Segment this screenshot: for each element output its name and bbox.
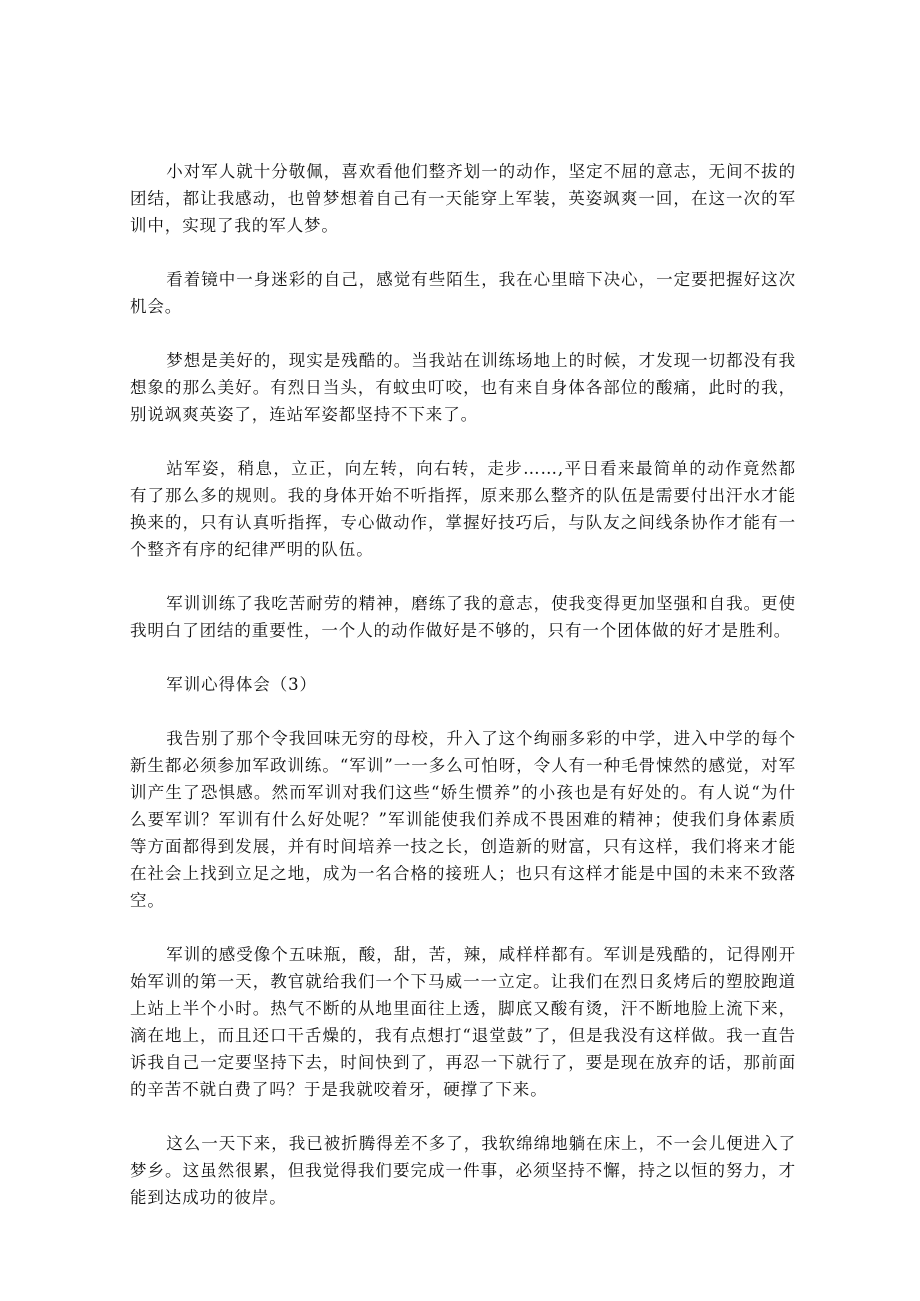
paragraph-3: 梦想是美好的，现实是残酷的。当我站在训练场地上的时候，才发现一切都没有我想象的那么美好。有烈日当头，有蚊虫叮咬，也有来自身体各部位的酸痛，此时的我，别说飒爽英姿了，连站军姿都坚持不下来了。 (130, 351, 796, 424)
section-heading: 军训心得体会（3） (166, 675, 317, 694)
paragraph-2: 看着镜中一身迷彩的自己，感觉有些陌生，我在心里暗下决心，一定要把握好这次机会。 (130, 270, 796, 316)
document-body (130, 158, 796, 1238)
paragraph-5: 军训训练了我吃苦耐劳的精神，磨练了我的意志，使我变得更加坚强和自我。更使我明白了团结的重要性，一个人的动作做好是不够的，只有一个团体做的好才是胜利。 (130, 594, 796, 640)
paragraph-7: 军训的感受像个五味瓶，酸，甜，苦，辣，咸样样都有。军训是残酷的，记得刚开始军训的第一天，教官就给我们一个下马威一一立定。让我们在烈日炙烤后的塑胶跑道上站上半个小时。热气不断的从地里面往上透，脚底又酸有烫，汗不断地脸上流下来，滴在地上，而且还口干舌燥的，我有点想打“退堂鼓”了，但是我没有这样做。我一直告诉我自己一定要坚持下去，时间快到了，再忍一下就行了，要是现在放弃的话，那前面的辛苦不就白费了吗？于是我就咬着牙，硬撑了下来。 (130, 945, 796, 1099)
paragraph-8: 这么一天下来，我已被折腾得差不多了，我软绵绵地躺在床上，不一会儿便进入了梦乡。这虽然很累，但我觉得我们要完成一件事，必须坚持不懈，持之以恒的努力，才能到达成功的彼岸。 (130, 1134, 796, 1207)
paragraph-6: 我告别了那个令我回味无穷的母校，升入了这个绚丽多彩的中学，进入中学的每个新生都必须参加军政训练。“军训”一一多么可怕呀，令人有一种毛骨悚然的感觉，对军训产生了恐惧感。然而军训对我们这些“娇生惯养”的小孩也是有好处的。有人说“为什么要军训？军训有什么好处呢？”军训能使我们养成不畏困难的精神；使我们身体素质等方面都得到发展，并有时间培养一技之长，创造新的财富，只有这样，我们将来才能在社会上找到立足之地，成为一名合格的接班人；也只有这样才能是中国的未来不致落空。 (130, 729, 796, 910)
paragraph-1: 小对军人就十分敬佩，喜欢看他们整齐划一的动作，坚定不屈的意志，无间不拔的团结，都让我感动，也曾梦想着自己有一天能穿上军装，英姿飒爽一回，在这一次的军训中，实现了我的军人梦。 (130, 162, 796, 235)
paragraph-4: 站军姿，稍息，立正，向左转，向右转，走步……,平日看来最简单的动作竟然都有了那么多的规则。我的身体开始不听指挥，原来那么整齐的队伍是需要付出汗水才能换来的，只有认真听指挥，专心做动作，掌握好技巧后，与队友之间线条协作才能有一个整齐有序的纪律严明的队伍。 (130, 459, 796, 559)
